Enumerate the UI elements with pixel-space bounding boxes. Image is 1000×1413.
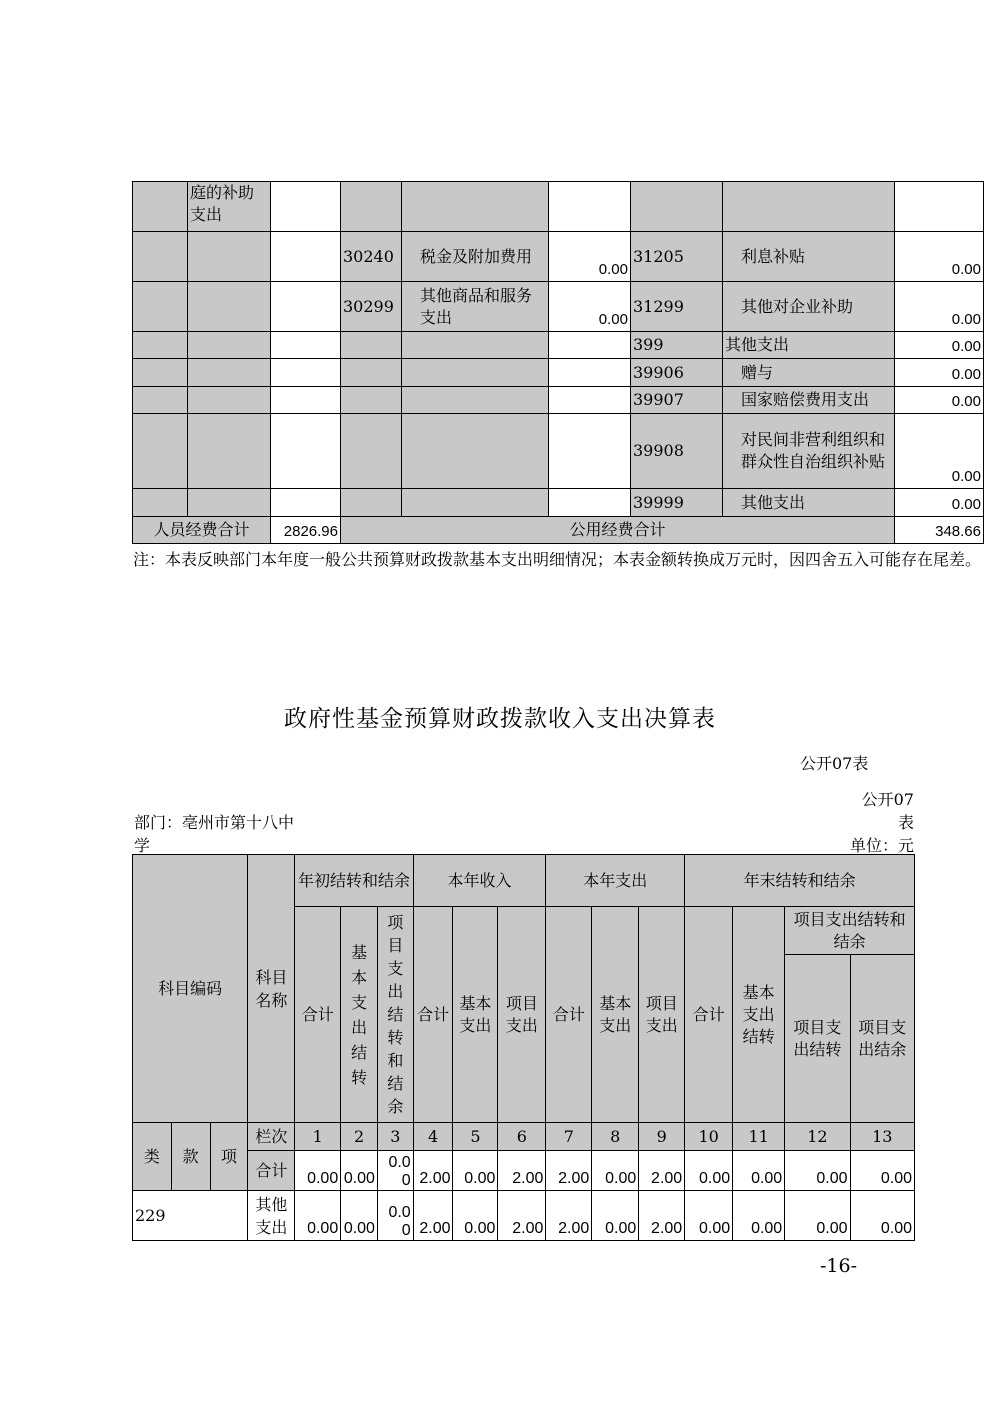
econ-code: 39907 [631,387,723,414]
header-proj-exp: 项目支出 [498,907,546,1123]
cell-value: 2.00 [498,1151,546,1191]
cell-value: 2.00 [413,1191,453,1241]
header-basic-exp: 基本支出 [453,907,498,1123]
table-row [133,1191,915,1241]
table-row [133,414,984,489]
econ-name: 对民间非营利组织和群众性自治组织补贴 [723,414,895,489]
cell-value: 0.00 [785,1191,850,1241]
form-code-top: 公开07表 [800,754,869,773]
cell-value: 0.00 [341,1191,378,1241]
table-row [133,489,984,517]
cell-value: 0.00 [785,1151,850,1191]
cell-value: 2.00 [639,1151,685,1191]
column-number-row [133,1123,915,1151]
econ-code: 31299 [631,282,723,332]
cell-value: 0.00 [453,1151,498,1191]
header-end: 年末结转和结余 [685,855,915,907]
header-row [133,855,915,907]
page-number: -16- [820,1255,858,1277]
total-row [133,1151,915,1191]
econ-code: 31205 [631,232,723,282]
cell-value: 0.00 [453,1191,498,1241]
cell-value: 0.00 [850,1191,914,1241]
header-expense: 本年支出 [546,855,685,907]
unit-label: 单位：元 [849,836,914,855]
item-name: 庭的补助支出 [188,182,271,232]
column-number: 12 [785,1123,850,1151]
econ-name: 其他商品和服务支出 [402,282,549,332]
cell-value: 0.00 [377,1191,413,1241]
table-row [133,282,984,332]
amount: 0.00 [549,282,631,332]
header-proj-exp: 项目支出 [639,907,685,1123]
header-subject-name: 科目名称 [248,855,295,1123]
cell-value: 0.00 [850,1151,914,1191]
public-total-value: 348.66 [895,517,984,544]
econ-name: 税金及附加费用 [402,232,549,282]
amount: 0.00 [895,232,984,282]
econ-name: 其他支出 [723,489,895,517]
amount: 0.00 [549,232,631,282]
table-row [133,232,984,282]
econ-name: 国家赔偿费用支出 [723,387,895,414]
header-proj-surplus: 项目支出结余 [850,955,914,1123]
amount: 0.00 [895,282,984,332]
cell-value: 0.00 [295,1191,341,1241]
econ-name: 赠与 [723,359,895,387]
column-number: 4 [413,1123,453,1151]
table-row [133,387,984,414]
column-number: 6 [498,1123,546,1151]
column-number: 2 [341,1123,378,1151]
econ-code: 30299 [341,282,402,332]
cell-value: 0.00 [685,1191,733,1241]
cell-value: 2.00 [498,1191,546,1241]
econ-code: 399 [631,332,723,359]
header-basic-carry: 基本支出结转 [341,907,378,1123]
column-number: 3 [377,1123,413,1151]
cell-value: 0.00 [592,1191,639,1241]
subject-name: 其他支出 [248,1191,295,1241]
column-number: 10 [685,1123,733,1151]
header-income: 本年收入 [413,855,546,907]
header-proj-carry: 项目支出结转 [785,955,850,1123]
cell-value: 0.00 [295,1151,341,1191]
cell-value: 2.00 [546,1151,592,1191]
econ-code: 39906 [631,359,723,387]
column-number: 11 [733,1123,785,1151]
cell-value: 2.00 [546,1191,592,1241]
row-label-total: 合计 [248,1151,295,1191]
column-number: 13 [850,1123,914,1151]
form-code-right: 公开07表 [861,790,914,832]
cell-value: 0.00 [377,1151,413,1191]
personnel-total-label: 人员经费合计 [133,517,271,544]
header-begin: 年初结转和结余 [295,855,413,907]
cell-value: 0.00 [685,1151,733,1191]
column-number: 9 [639,1123,685,1151]
department-label: 部门：亳州市第十八中学 [134,813,295,855]
amount: 0.00 [895,387,984,414]
column-number: 5 [453,1123,498,1151]
amount: 0.00 [895,332,984,359]
page-title: 政府性基金预算财政拨款收入支出决算表 [284,706,716,732]
expense-detail-table [132,181,984,544]
cell-value: 2.00 [639,1191,685,1241]
econ-name: 其他对企业补助 [723,282,895,332]
econ-code: 39999 [631,489,723,517]
econ-name: 利息补贴 [723,232,895,282]
table-row [133,359,984,387]
econ-name: 其他支出 [723,332,895,359]
cell-value: 2.00 [413,1151,453,1191]
header-xiang: 项 [210,1123,248,1191]
amount: 0.00 [895,489,984,517]
header-subject-code: 科目编码 [133,855,248,1123]
table-note: 注：本表反映部门本年度一般公共预算财政拨款基本支出明细情况；本表金额转换成万元时，因四舍五入可能存在尾差。 [133,550,982,569]
cell-value: 0.00 [592,1151,639,1191]
cell-value: 0.00 [733,1151,785,1191]
header-total: 合计 [685,907,733,1123]
header-proj-group: 项目支出结转和结余 [785,907,915,955]
amount: 0.00 [895,414,984,489]
amount: 0.00 [895,359,984,387]
header-lei: 类 [133,1123,172,1191]
public-total-label: 公用经费合计 [341,517,895,544]
header-basic-carry2: 基本支出结转 [733,907,785,1123]
personnel-total-value: 2826.96 [271,517,341,544]
econ-code: 39908 [631,414,723,489]
cell-value: 0.00 [341,1151,378,1191]
header-total: 合计 [413,907,453,1123]
header-proj-carry-vertical: 项目支出结转和结余 [377,907,413,1123]
column-number: 1 [295,1123,341,1151]
fund-budget-table [132,854,915,1241]
header-lanci: 栏次 [248,1123,295,1151]
header-total: 合计 [546,907,592,1123]
econ-code: 30240 [341,232,402,282]
header-total: 合计 [295,907,341,1123]
subject-code: 229 [133,1191,248,1241]
table-row [133,182,984,232]
header-kuan: 款 [171,1123,210,1191]
header-basic-exp: 基本支出 [592,907,639,1123]
cell-value: 0.00 [733,1191,785,1241]
column-number: 8 [592,1123,639,1151]
totals-row [133,517,984,544]
column-number: 7 [546,1123,592,1151]
table-row [133,332,984,359]
